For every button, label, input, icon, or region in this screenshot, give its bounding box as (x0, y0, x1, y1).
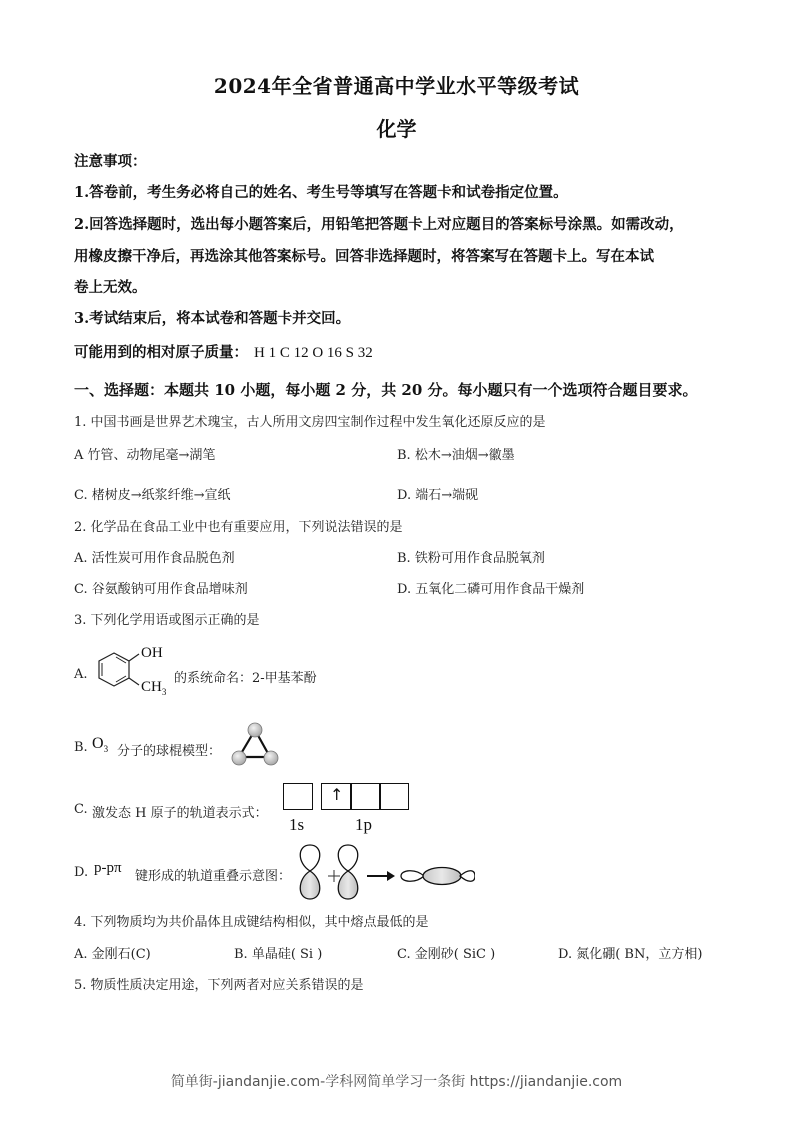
notice-item: 卷上无效。 (74, 279, 147, 296)
notice-heading: 注意事项： (74, 153, 147, 170)
orbital-divider (379, 784, 381, 809)
question-3-option-c-label: C. (74, 802, 88, 817)
question-2-stem: 2. 化学品在食品工业中也有重要应用，下列说法错误的是 (74, 520, 403, 535)
atomic-mass-line (74, 341, 373, 362)
question-3-option-d-text: 键形成的轨道重叠示意图： (135, 869, 292, 884)
question-1-option-c: C. 楮树皮→纸浆纤维→宣纸 (74, 488, 231, 503)
footer-watermark: 简单街-jiandanjie.com-学科网简单学习一条街 https://jiandanjie.com (170, 1074, 623, 1090)
orbital-divider (350, 784, 352, 809)
atomic-mass-values: H 1 C 12 O 16 S 32 (254, 345, 373, 361)
question-4-option-b: B. 单晶硅( Si ) (234, 947, 323, 962)
orbital-group-1p (321, 783, 409, 810)
hydroxyl-group: OH (141, 645, 163, 661)
atomic-mass-label: 可能用到的相对原子质量： (74, 344, 248, 361)
question-3-option-a-label: A. (74, 667, 88, 682)
subject-title: 化学 (376, 117, 417, 141)
notice-item: 1.答卷前，考生务必将自己的姓名、考生号等填写在答题卡和试卷指定位置。 (74, 184, 568, 201)
section-heading: 一、选择题：本题共 10 小题，每小题 2 分，共 20 分。每小题只有一个选项符合题目要求。 (74, 381, 698, 399)
question-1-option-b: B. 松木→油烟→徽墨 (397, 448, 515, 463)
question-2-option-b: B. 铁粉可用作食品脱氧剂 (397, 551, 545, 566)
notice-item: 3.考试结束后，将本试卷和答题卡并交回。 (74, 310, 351, 327)
exam-title: 2024年全省普通高中学业水平等级考试 (213, 74, 580, 98)
notice-item: 2.回答选择题时，选出每小题答案后，用铅笔把答题卡上对应题目的答案标号涂黑。如需改动， (74, 216, 684, 233)
orbital-box-1s (283, 783, 313, 810)
methyl-group: $CH_3$ (141, 679, 167, 697)
p-orbital-overlap-diagram-icon (295, 843, 475, 903)
question-1-option-d: D. 端石→端砚 (397, 488, 479, 503)
question-4-stem: 4. 下列物质均为共价晶体且成键结构相似，其中熔点最低的是 (74, 915, 429, 930)
ozone-ball-stick-model-icon (228, 720, 284, 770)
spin-up-arrow-icon: ↑ (330, 785, 344, 804)
ozone-formula: $O_3$ (92, 735, 109, 755)
notice-item: 用橡皮擦干净后，再选涂其他答案标号。回答非选择题时，将答案写在答题卡上。写在本试 (74, 248, 654, 265)
question-4-option-a: A. 金刚石(C) (74, 947, 151, 962)
question-1-option-a: A 竹管、动物尾毫→湖笔 (74, 448, 216, 463)
question-3-option-b-text: 分子的球棍模型： (117, 744, 222, 759)
question-3-option-b-label: B. (74, 740, 88, 755)
question-4-option-c: C. 金刚砂( SiC ) (397, 947, 496, 962)
question-5-stem: 5. 物质性质决定用途，下列两者对应关系错误的是 (74, 978, 364, 993)
question-2-option-a: A. 活性炭可用作食品脱色剂 (74, 551, 235, 566)
question-1-stem: 1. 中国书画是世界艺术瑰宝，古人所用文房四宝制作过程中发生氧化还原反应的是 (74, 415, 546, 430)
question-2-option-c: C. 谷氨酸钠可用作食品增味剂 (74, 582, 248, 597)
question-4-option-d: D. 氮化硼( BN，立方相) (558, 947, 703, 962)
p-p-pi-label: p-pπ (94, 860, 122, 876)
question-3-option-d-label: D. (74, 865, 89, 880)
orbital-label-1s: 1s (289, 815, 305, 834)
question-3-stem: 3. 下列化学用语或图示正确的是 (74, 613, 260, 628)
question-2-option-d: D. 五氧化二磷可用作食品干燥剂 (397, 582, 585, 597)
orbital-label-1p: 1p (355, 815, 372, 834)
question-3-option-c-text: 激发态 H 原子的轨道表示式： (92, 806, 268, 821)
question-3-option-a-text: 的系统命名：2-甲基苯酚 (174, 671, 317, 686)
